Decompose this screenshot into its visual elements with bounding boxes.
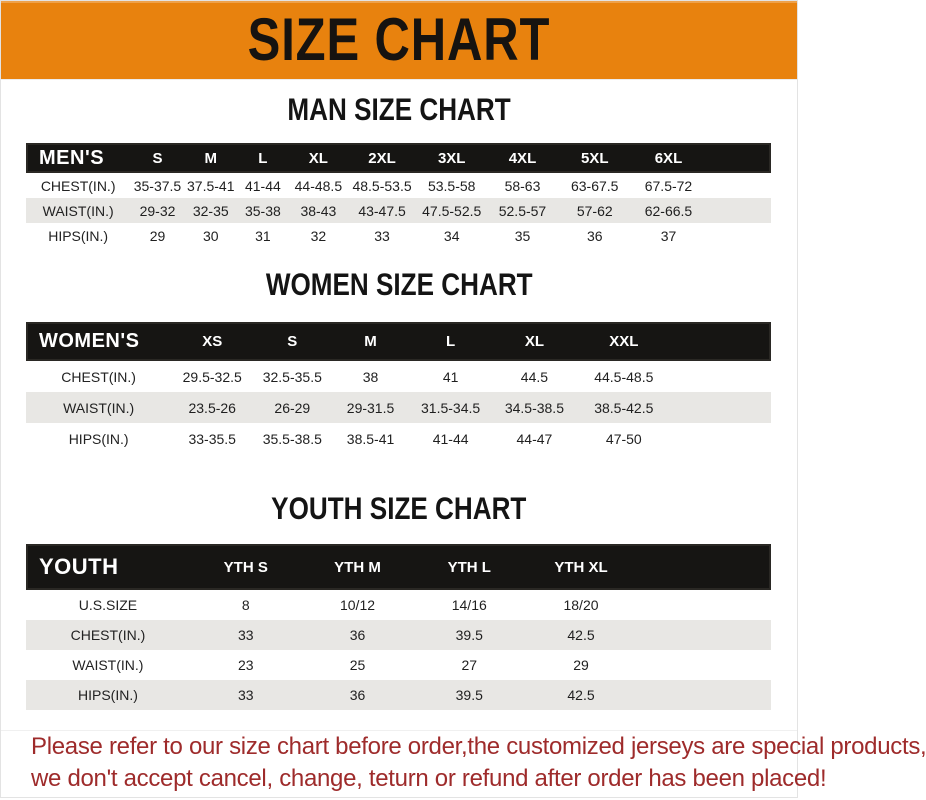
data-cell: 57-62	[576, 202, 613, 219]
data-cell: 38.5-42.5	[594, 399, 654, 416]
data-cell: 47-50	[605, 430, 642, 447]
data-cell: 42.5	[567, 627, 595, 643]
youth-size-column-yth-xl: YTH XL	[554, 558, 608, 576]
filler-cell	[670, 423, 771, 454]
data-cell: 36	[586, 227, 603, 244]
filler-cell	[705, 173, 771, 198]
men-header-row	[26, 143, 771, 173]
men-size-table	[26, 143, 771, 248]
women-row-waistin	[26, 392, 771, 423]
data-cell: 30	[202, 227, 219, 244]
data-cell: 67.5-72	[644, 177, 693, 194]
data-cell: 39.5	[455, 687, 483, 703]
data-cell: 37.5-41	[187, 177, 235, 194]
data-cell: 23.5-26	[188, 399, 236, 416]
data-cell: 52.5-57	[498, 202, 547, 219]
women-row-hipsin	[26, 423, 771, 454]
men-size-column-m: M	[204, 149, 217, 167]
youth-header-label: YOUTH	[39, 554, 119, 579]
filler-cell	[670, 392, 771, 423]
data-cell: 35-37.5	[133, 177, 182, 194]
men-size-column-5xl: 5XL	[580, 149, 609, 167]
youth-row-waistin	[26, 650, 771, 680]
data-cell: 32-35	[192, 202, 229, 219]
men-size-column-6xl: 6XL	[654, 149, 683, 167]
data-cell: 10/12	[339, 597, 376, 613]
men-size-column-xl: XL	[308, 149, 328, 167]
women-size-column-xl: XL	[524, 333, 544, 350]
data-cell: 36	[349, 627, 366, 643]
data-cell: 29-31.5	[346, 399, 395, 416]
data-cell: 44.5	[520, 368, 549, 385]
data-cell: 32	[310, 227, 327, 244]
data-cell: 48.5-53.5	[352, 177, 412, 194]
men-row-hipsin	[26, 223, 771, 248]
data-cell: 8	[241, 597, 250, 613]
data-cell: 38	[362, 368, 379, 385]
men-size-column-3xl: 3XL	[437, 149, 466, 167]
filler-cell	[670, 322, 771, 361]
row-label: CHEST(IN.)	[40, 177, 116, 194]
size-chart-banner	[1, 1, 797, 80]
women-size-column-xs: XS	[202, 333, 223, 350]
men-row-chestin	[26, 173, 771, 198]
youth-row-ussize	[26, 590, 771, 620]
row-label: HIPS(IN.)	[68, 430, 129, 447]
row-label: WAIST(IN.)	[42, 202, 114, 219]
women-size-column-l: L	[446, 333, 456, 350]
data-cell: 41-44	[244, 177, 281, 194]
filler-cell	[637, 544, 771, 590]
men-size-column-s: S	[152, 149, 163, 167]
youth-header-row	[26, 544, 771, 590]
page-title: SIZE CHART	[247, 5, 551, 74]
data-cell: 38.5-41	[346, 430, 395, 447]
men-row-waistin	[26, 198, 771, 223]
data-cell: 39.5	[455, 627, 483, 643]
data-cell: 26-29	[274, 399, 311, 416]
row-label: WAIST(IN.)	[72, 657, 144, 673]
data-cell: 14/16	[451, 597, 487, 613]
data-cell: 29	[573, 657, 589, 673]
data-cell: 35-38	[244, 202, 281, 219]
youth-size-table	[26, 544, 771, 710]
youth-row-hipsin	[26, 680, 771, 710]
data-cell: 62-66.5	[644, 202, 693, 219]
data-cell: 42.5	[567, 687, 595, 703]
row-label: HIPS(IN.)	[78, 687, 138, 703]
women-size-table	[26, 322, 771, 454]
data-cell: 43-47.5	[358, 202, 406, 219]
data-cell: 35	[514, 227, 531, 244]
data-cell: 31	[255, 227, 271, 244]
data-cell: 25	[349, 657, 366, 673]
data-cell: 27	[461, 657, 478, 673]
data-cell: 32.5-35.5	[262, 368, 322, 385]
filler-cell	[705, 223, 771, 248]
data-cell: 31.5-34.5	[421, 399, 481, 416]
data-cell: 33	[374, 227, 390, 244]
women-section-title: WOMEN SIZE CHART	[265, 267, 533, 303]
men-size-column-l: L	[258, 149, 268, 167]
youth-size-column-yth-m: YTH M	[334, 558, 381, 576]
data-cell: 33	[237, 627, 254, 643]
data-cell: 41	[442, 368, 459, 385]
data-cell: 18/20	[563, 597, 599, 613]
data-cell: 44.5-48.5	[594, 368, 654, 385]
row-label: CHEST(IN.)	[61, 368, 136, 385]
data-cell: 58-63	[504, 177, 541, 194]
filler-cell	[637, 650, 771, 680]
data-cell: 38-43	[300, 202, 337, 219]
data-cell: 34	[443, 227, 460, 244]
filler-cell	[670, 361, 771, 392]
youth-row-chestin	[26, 620, 771, 650]
youth-section-title: YOUTH SIZE CHART	[271, 491, 527, 527]
row-label: HIPS(IN.)	[48, 227, 109, 244]
data-cell: 41-44	[432, 430, 469, 447]
women-size-column-m: M	[364, 333, 377, 350]
order-policy-note	[1, 730, 926, 795]
data-cell: 33	[237, 687, 254, 703]
data-cell: 47.5-52.5	[422, 202, 482, 219]
data-cell: 29	[149, 227, 166, 244]
data-cell: 29-32	[139, 202, 176, 219]
data-cell: 35.5-38.5	[262, 430, 322, 447]
filler-cell	[705, 198, 771, 223]
women-size-column-xxl: XXL	[609, 333, 639, 350]
data-cell: 44-48.5	[294, 177, 343, 194]
order-policy-line-1: Please refer to our size chart before order,the customized jerseys are special products,	[31, 733, 926, 760]
men-size-column-2xl: 2XL	[368, 149, 396, 167]
data-cell: 44-47	[516, 430, 553, 447]
women-header-label: WOMEN'S	[39, 330, 140, 352]
data-cell: 34.5-38.5	[504, 399, 564, 416]
men-size-column-4xl: 4XL	[508, 149, 537, 167]
youth-size-column-yth-l: YTH L	[447, 558, 491, 576]
filler-cell	[637, 680, 771, 710]
man-section-title: MAN SIZE CHART	[287, 92, 511, 128]
data-cell: 23	[237, 657, 254, 673]
filler-cell	[705, 143, 771, 173]
men-header-label: MEN'S	[39, 146, 105, 169]
filler-cell	[637, 620, 771, 650]
filler-cell	[637, 590, 771, 620]
data-cell: 33-35.5	[188, 430, 236, 447]
row-label: U.S.SIZE	[78, 597, 138, 613]
data-cell: 53.5-58	[427, 177, 476, 194]
women-size-column-s: S	[287, 333, 298, 350]
row-label: CHEST(IN.)	[70, 627, 146, 643]
data-cell: 63-67.5	[570, 177, 619, 194]
women-header-row	[26, 322, 771, 361]
order-policy-line-2: we don't accept cancel, change, teturn or refund after order has been placed!	[31, 765, 827, 792]
data-cell: 37	[660, 227, 677, 244]
row-label: WAIST(IN.)	[63, 399, 135, 416]
youth-size-column-yth-s: YTH S	[223, 558, 268, 576]
data-cell: 36	[349, 687, 366, 703]
data-cell: 29.5-32.5	[182, 368, 242, 385]
women-row-chestin	[26, 361, 771, 392]
